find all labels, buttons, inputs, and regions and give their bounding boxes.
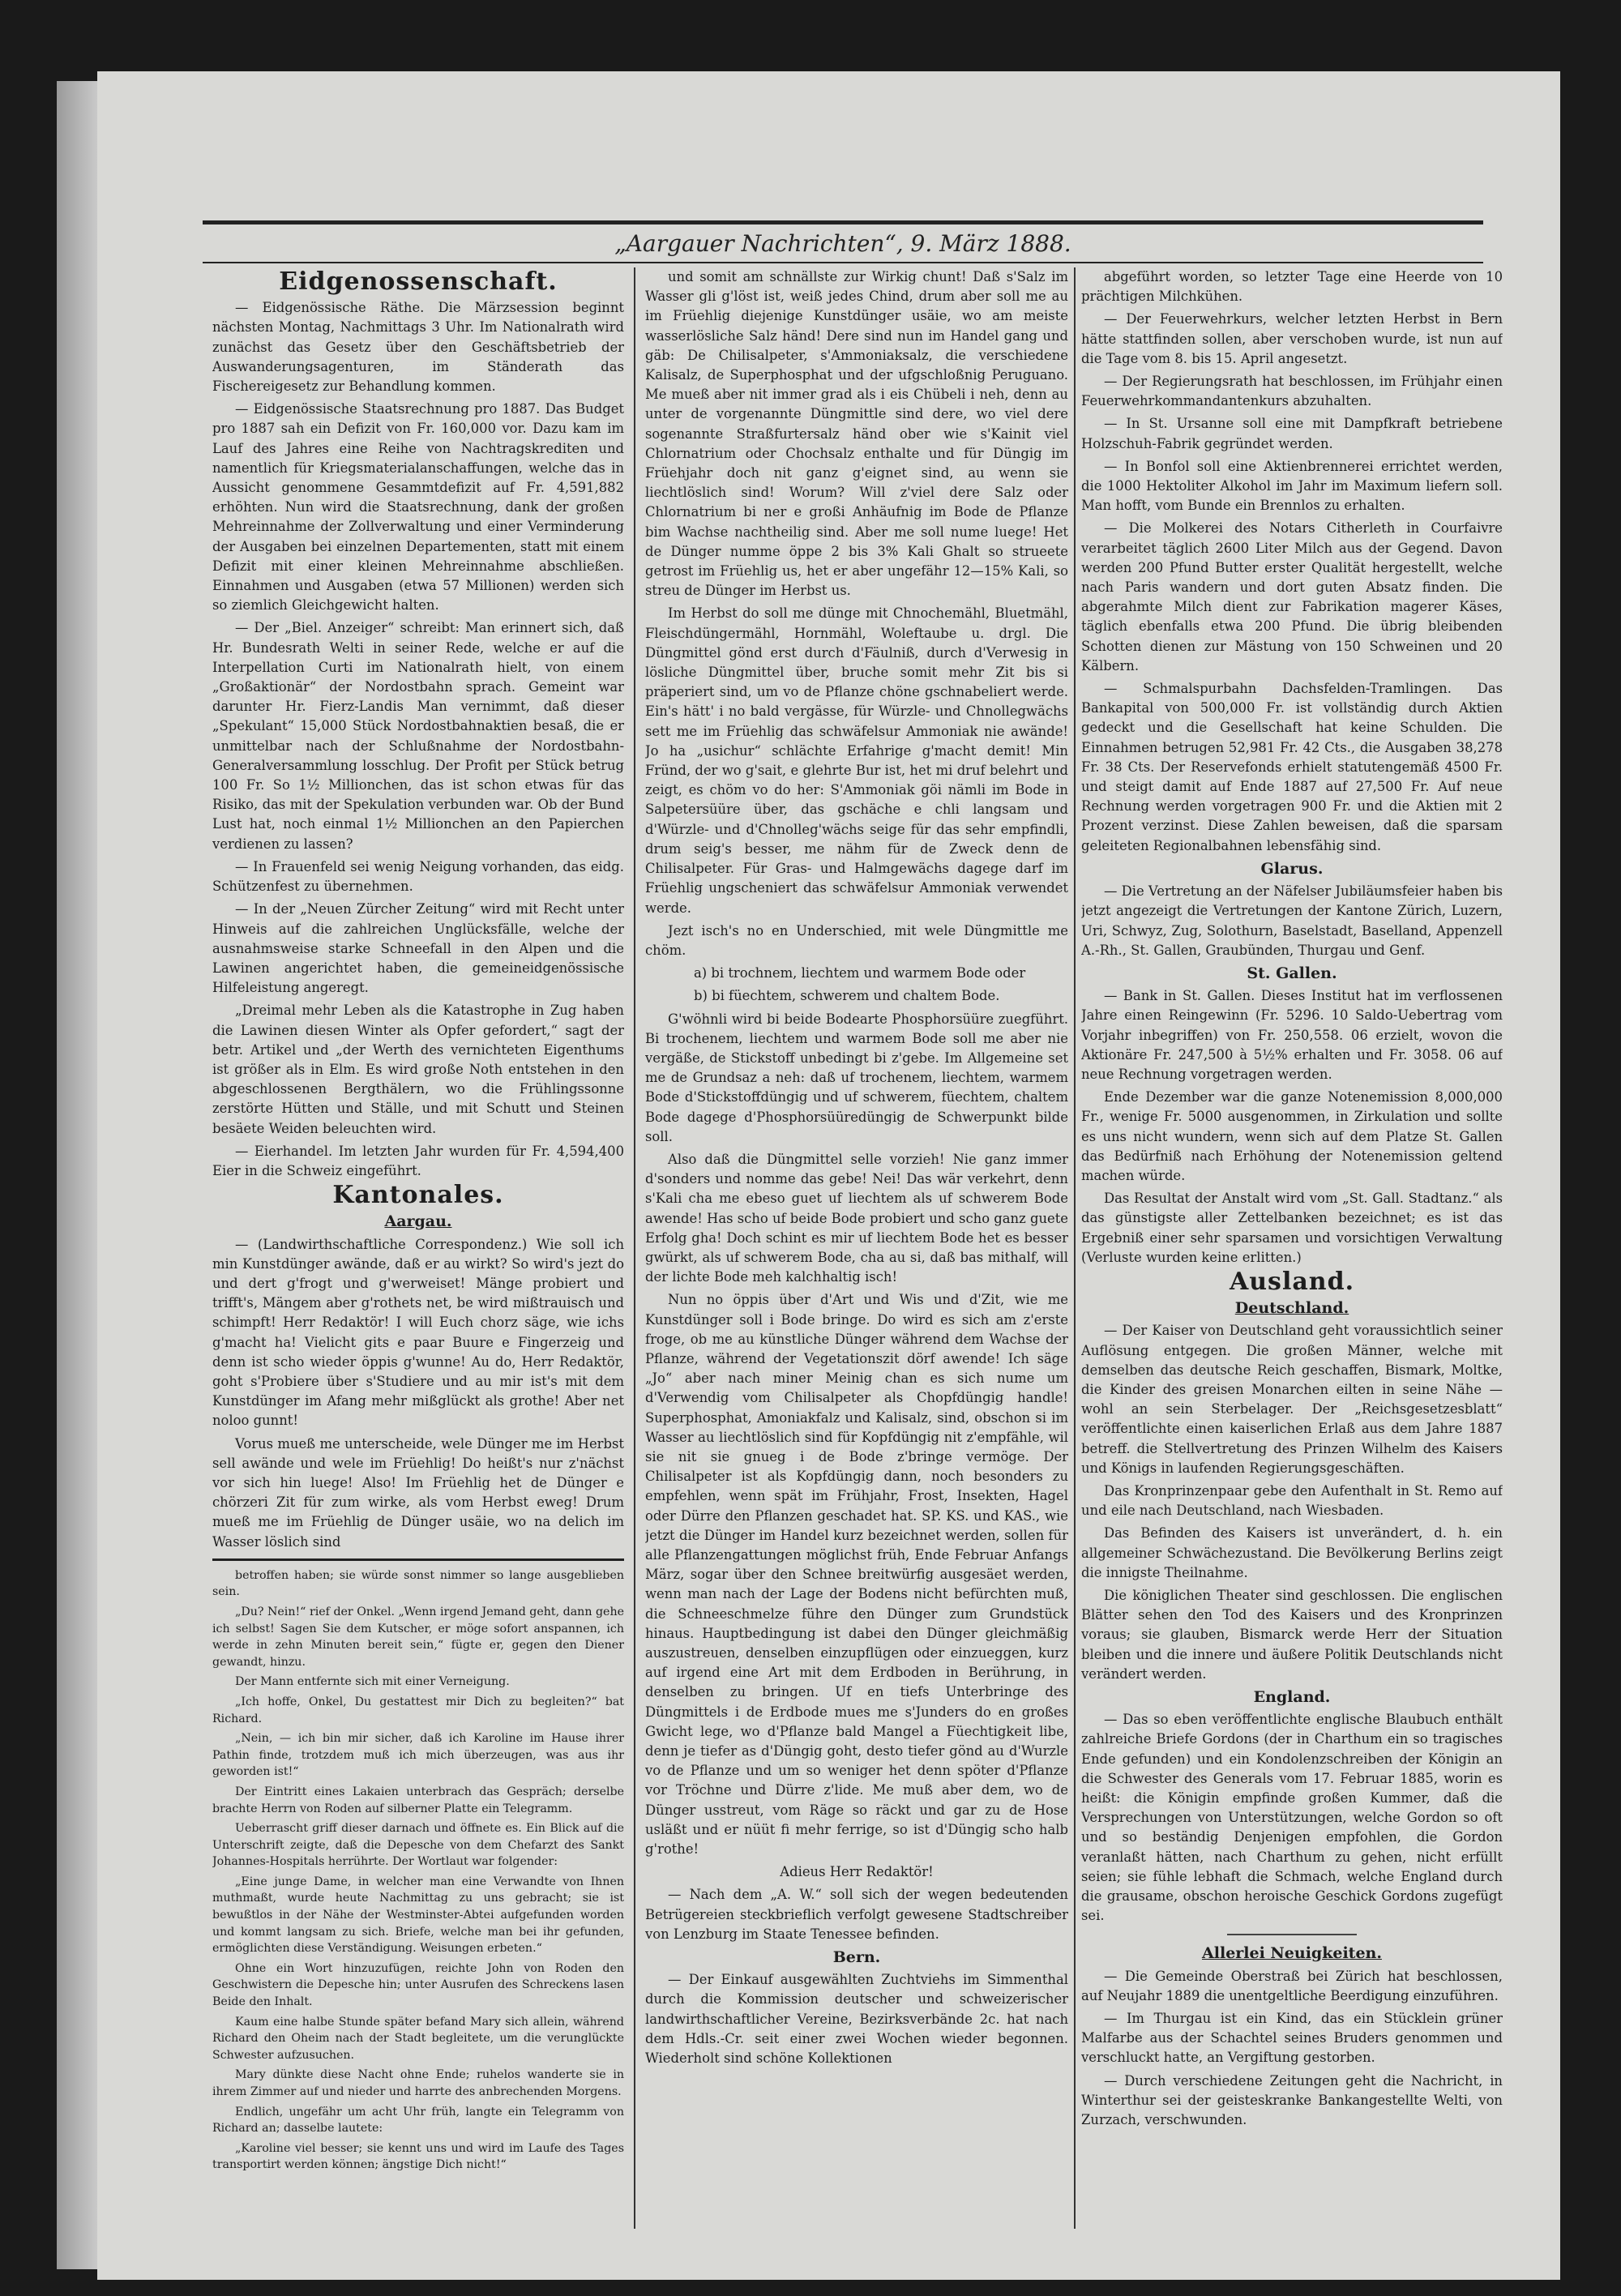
serial-paragraph: „Du? Nein!“ rief der Onkel. „Wenn irgend Jemand geht, dann gehe ich selbst! Sagen Sie dem Kutscher, er möge sofort anspannen, ich werde in zehn Minuten bereit sein,“ fügte er, gegen den Diener gewandt, hinzu. (212, 1605, 624, 1669)
feuilleton-divider (212, 1558, 624, 1561)
serial-paragraph: „Eine junge Dame, in welcher man eine Verwandte von Ihnen muthmaßt, wurde heute Nachmittag zu uns gebracht; sie ist bewußtlos in der Nähe der Westminster-Abtei aufgefunden worden und kommt langsam zu sich. Briefe, welche man bei ihr gefunden, ermöglichten diese Verständigung. Weisungen erbeten.“ (212, 1875, 624, 1956)
article: — Eierhandel. Im letzten Jahr wurden für Fr. 4,594,400 Eier in die Schweiz eingeführt. (212, 1143, 624, 1178)
article: — Die Molkerei des Notars Citherleth in Courfaivre verarbeitet täglich 2600 Liter Milch aus der Gegend. Davon werden 200 Pfund Butter erster Qualität hergestellt, welche nach Paris wandern und dort guten Absatz finden. Die abgerahmte Milch dient zur Fabrikation magerer Käses, täglich ebenfalls etwa 200 Pfund. Die übrig bleibenden Schotten dienen zur Mästung von 150 Schweinen und 20 Kälbern. (1081, 520, 1503, 673)
article: — Im Thurgau ist ein Kind, das ein Stücklein grüner Malfarbe aus der Schachtel seines Bruders genommen und verschluckt hatte, an Vergiftung gestorben. (1081, 2011, 1503, 2066)
article: Die königlichen Theater sind geschlossen. Die englischen Blätter sehen den Tod des Kaisers und des Kronprinzen voraus; sie glauben, Bismarck werde Herr der Situation bleiben und die innere und äußere Politik Deutschlands nicht verändert werden. (1081, 1588, 1503, 1682)
article: — Eidgenössische Räthe. Die Märzsession beginnt nächsten Montag, Nachmittags 3 Uhr. Im Nationalrath wird zunächst das Gesetz über den Geschäftsbetrieb der Auswanderungsagenturen, im Ständerath das Fischereigesetz zur Behandlung kommen. (212, 300, 624, 395)
column-2 (645, 267, 1068, 2229)
article: Nun no öppis über d'Art und Wis und d'Zit, wie me Kunstdünger soll i Bode bringe. Do wird es sich am z'erste froge, ob me au künstliche Dünger während dem Wachse der Pflanze, während der Vegetationszit dörf awende! Ich säge „Jo“ aber nach miner Meinig chan es sich nume um d'Verwendig vom Chilisalpeter als Chopfdüngig handle! Superphosphat, Amoniakfalz und Kalisalz, sind, obschon si im Wasser au liechtlöslich sind für Kopfdüngig nit z'empfähle, wil sie nit sie gnueg i de Bode z'bringe vermöge. Der Chilisalpeter ist als Kopfdüngig dann, noch besonders zu empfehlen, wenn spät im Frühjahr, Frost, Insekten, Hagel oder Dürre den Pflanzen geschadet hat. SP. KS. und KAS., wie jetzt die Dünger im Handel kurz bezeichnet werden, sollen für alle Pflanzengattungen möglichst früh, Ende Februar Anfangs März, sogar über den Schnee breitwürfig ausgesäet werden, wenn man nach der Lage der Bodens nicht befürchten muß, die Schneeschmelze führe den Dünger zum Grundstück hinaus. Hauptbedingung ist dabei den Dünger gleichmäßig auszustreuen, denselben einzupflügen oder einzueggen, kurz auf irgend eine Art mit dem Erdboden in Berührung, in denselben zu bringen. Uf en tiefs Unterbringe des Düngmittels i de Erdbode mues me s'Junders do en großes Gwicht lege, wo d'Pflanze bald Mangel a Füechtigkeit libe, denn je tiefer as d'Düngig goht, desto tiefer gönd au d'Wurzle vo de Pflanze und um so weniger het denn spöter d'Pflanze vor Tröchne und Dürre z'lide. Me muß aber dem, wo de Dünger usstreut, vom Räge so räckt und gar zu de Hose usläßt und er nüüt fi mehr ferrige, so ist d'Düngig scho halb g'rothe! (645, 1292, 1068, 1858)
column-3 (1081, 267, 1503, 2229)
article: Vorus mueß me unterscheide, wele Dünger me im Herbst sell awände und wele im Früehlig! Do heißt's nur z'nächst vor sich hin luege! Also! Im Früehlig het de Dünger e chörzeri Zit für zum wirke, als vom Herbst eweg! Drum mueß me im Früehlig de Dünger usäie, wo na delich im Wasser löslich sind (212, 1435, 624, 1550)
serial-paragraph: „Ich hoffe, Onkel, Du gestattest mir Dich zu begleiten?“ bat Richard. (212, 1695, 624, 1725)
article: Also daß die Düngmittel selle vorzieh! Nie ganz immer d'sonders und nomme das gebe! Nei! Das wär verkehrt, denn s'Kali cha me ebeso guet uf liechtem als uf schwerem Bode awende! Has scho uf beide Bode probiert und scho ganz guete Erfolg gha! Doch schint es mir uf liechtem Bode het es besser gwürkt, als uf schwerem Bode, cha au si, daß bas mithalf, will der lichte Bode meh kalchhaltig isch! (645, 1151, 1068, 1285)
subheading-deutschland: Deutschland. (1234, 1299, 1349, 1318)
scan-edge (57, 81, 97, 2269)
subheading-bern: Bern. (832, 1948, 881, 1967)
section-heading-eidgenossenschaft: Eidgenossenschaft. (279, 267, 558, 296)
masthead (203, 220, 1483, 263)
serial-paragraph: Der Mann entfernte sich mit einer Verneigung. (235, 1675, 510, 1689)
article: „Dreimal mehr Leben als die Katastrophe in Zug haben die Lawinen diesen Winter als Opfer gefordert,“ sagt der betr. Artikel und „der Werth des vernichteten Eigenthums ist größer als in Elm. Es wird große Noth entstehen in den abgeschlossenen Bergthälern, wo die Frühlingssonne zerstörte Hütten und Ställe, und mit Schutt und Steinen besäete Weiden beleuchten wird. (212, 1003, 624, 1136)
article: — Der Einkauf ausgewählten Zuchtviehs im Simmenthal durch die Kommission deutscher und schweizerischer landwirthschaftlicher Vereine, Bezirksverbände 2c. hat nach dem Hdls.-Cr. seit einer zwei Wochen wieder begonnen. Wiederholt sind schöne Kollektionen (645, 1972, 1068, 2067)
serial-paragraph: Der Eintritt eines Lakaien unterbrach das Gespräch; derselbe brachte Herrn von Roden auf silberner Platte ein Telegramm. (212, 1785, 624, 1815)
article: — Durch verschiedene Zeitungen geht die Nachricht, in Winterthur sei der geisteskranke Bankangestellte Welti, von Zurzach, verschwunden. (1081, 2072, 1503, 2128)
serial-paragraph: betroffen haben; sie würde sonst nimmer so lange ausgeblieben sein. (212, 1568, 624, 1599)
list-item: a) bi trochnem, liechtem und warmem Bode oder (694, 965, 1026, 981)
article: — Schmalspurbahn Dachsfelden-Tramlingen. Das Bankapital von 500,000 Fr. ist vollständig durch Aktien gedeckt und die Gesellschaft hat keine Schulden. Die Einnahmen betrugen 52,981 Fr. 42 Cts., die Ausgaben 38,278 Fr. 38 Cts. Der Reservefonds erhielt statutengemäß 4500 Fr. und steigt damit auf Ende 1887 auf 27,500 Fr. Auf neue Rechnung werden vorgetragen 900 Fr. und die Aktien mit 2 Prozent verzinst. Diese Zahlen beweisen, daß die sparsam geleiteten Regionalbahnen lebensfähig sind. (1081, 681, 1503, 853)
signoff: Adieus Herr Redaktör! (780, 1864, 934, 1880)
article: Das Kronprinzenpaar gebe den Aufenthalt in St. Remo auf und eile nach Deutschland, nach Wiesbaden. (1081, 1482, 1503, 1519)
section-heading-ausland: Ausland. (1229, 1267, 1355, 1296)
article: — (Landwirthschaftliche Correspondenz.) Wie soll ich min Kunstdünger awände, daß er au wirkt? So wird's jezt do und dert g'frogt und g'werweiset! Mänge probiert und trifft's, Mängem aber g'rothets net, be wird mißtrauisch und schimpft! Herr Redaktör! I will Euch chorz säge, wie ichs g'macht ha! Vielicht gits e paar Buure e Fingerzeig und denn ist scho wieder öppis g'wunne! Au do, Herr Redaktör, goht s'Probiere über s'Studiere und au mir ist's mit dem Kunstdünger im Afang mehr mißglückt als grothe! Aber net noloo gunnt! (212, 1236, 624, 1429)
column-1 (212, 267, 624, 2229)
serial-paragraph: „Nein, — ich bin mir sicher, daß ich Karoline im Hause ihrer Pathin finde, trotzdem muß ich mich überzeugen, was aus ihr geworden ist!“ (212, 1732, 624, 1779)
subheading-allerlei: Allerlei Neuigkeiten. (1202, 1944, 1382, 1963)
column-rule (1074, 267, 1076, 2229)
article: — Die Gemeinde Oberstraß bei Zürich hat beschlossen, auf Neujahr 1889 die unentgeltliche Beerdigung einzuführen. (1081, 1968, 1503, 2003)
serial-paragraph: „Karoline viel besser; sie kennt uns und wird im Laufe des Tages transportirt werden können; ängstige Dich nicht!“ (212, 2141, 624, 2172)
article: Das Resultat der Anstalt wird vom „St. Gall. Stadtanz.“ als das günstigste aller Zettelbanken bezeichnet; es ist das Ergebniß einer sehr sparsamen und vorsichtigen Verwaltung (Verluste wurden keine erlitten.) (1081, 1191, 1503, 1265)
masthead-text: „Aargauer Nachrichten“, 9. März 1888. (614, 229, 1071, 257)
subheading-england: England. (1253, 1688, 1331, 1707)
article: Ende Dezember war die ganze Notenemission 8,000,000 Fr., wenige Fr. 5000 ausgenommen, in Zirkulation und sollte es uns nicht wundern, wenn sich auf dem Platze St. Gallen das Bedürfniß nach Erhöhung der Notenemission geltend machen würde. (1081, 1089, 1503, 1183)
serial-paragraph: Mary dünkte diese Nacht ohne Ende; ruhelos wanderte sie in ihrem Zimmer auf und nieder und harrte des anbrechenden Morgens. (212, 2068, 624, 2099)
subheading-glarus: Glarus. (1260, 859, 1324, 878)
article: Das Befinden des Kaisers ist unverändert, d. h. ein allgemeiner Schwächezustand. Die Bevölkerung Berlins zeigt die innigste Theilnahme. (1081, 1525, 1503, 1580)
article: — In Frauenfeld sei wenig Neigung vorhanden, das eidg. Schützenfest zu übernehmen. (212, 858, 624, 895)
serial-paragraph: Endlich, ungefähr um acht Uhr früh, langte ein Telegramm von Richard an; dasselbe lautete: (212, 2105, 624, 2136)
article: und somit am schnällste zur Wirkig chunt! Daß s'Salz im Wasser gli g'löst ist, weiß jedes Chind, drum aber soll me au im Früehlig diejenige Kunstdünger usäie, wo am meiste wasserlösliche Salz händ! Dere sind nun im Handel gang und gäb: De Chilisalpeter, s'Ammoniaksalz, die verschiedene Kalisalz, de Superphosphat und der ufgschloßnig Peruguano. Me mueß aber nit immer grad als i eis Chübeli i neh, denn au unter de vorgenannte Düngmittle sind dere, wo viel dere sogenannte Straßfurtersalz händ ober wie s'Kainit viel Chlornatrium oder Chochsalz enthalte und für Düngig im Früehjahr doch nit ganz g'eignet sind, au wenn sie liechtlöslich sind! Worum? Will z'viel dere Salz oder Chlornatrium bi ner e großi Anhäufnig im Bode de Pflanze bim Wachse nachtheilig sind. Aber me soll nume luege! Het de Dünger numme öppe 2 bis 3% Kali Ghalt so strueete getrost im Früehlig us, het er aber ungefähr 12—15% Kali, so streu de Dünger im Herbst us. (645, 269, 1068, 599)
article: — Das so eben veröffentlichte englische Blaubuch enthält zahlreiche Briefe Gordons (der in Charthum ein so tragisches Ende gefunden) und ein Kondolenzschreiben der Königin an die Schwester des Generals vom 17. Februar 1885, worin es heißt: die Königin empfinde großen Kummer, daß die Versprechungen von Unterstützungen, welche Gordon so oft und so beständig Denjenigen empfohlen, die Gordon veranlaßt hätten, nach Charthum zu gehen, nicht erfüllt seien; sie fühle lebhaft die Schmach, welche England durch die grausame, obschon heroische Geschick Gordons zugefügt sei. (1081, 1712, 1503, 1924)
article: — In Bonfol soll eine Aktienbrennerei errichtet werden, die 1000 Hektoliter Alkohol im Jahr im Maximum liefern soll. Man hofft, vom Bunde ein Brennlos zu erhalten. (1081, 458, 1503, 514)
article: — Die Vertretung an der Näfelser Jubiläumsfeier haben bis jetzt angezeigt die Vertretungen der Kantone Zürich, Luzern, Uri, Schwyz, Zug, Solothurn, Baselstadt, Baselland, Appenzell A.-Rh., St. Gallen, Graubünden, Thurgau und Genf. (1081, 883, 1503, 958)
article: — Eidgenössische Staatsrechnung pro 1887. Das Budget pro 1887 sah ein Defizit von Fr. 160,000 vor. Dazu kam im Lauf des Jahres eine Reihe von Nachtragskrediten und namentlich für Kriegsmaterialanschaffungen, welche das in Aussicht genommene Gesammtdefizit auf Fr. 4,591,882 erhöhten. Nun wird die Staatsrechnung, dank der großen Mehreinnahme der Zollverwaltung und einer Verminderung der Ausgaben bei einzelnen Departementen, statt mit einem Defizit mit einer kleinen Mehreinnahme abschließen. Einnahmen und Ausgaben (etwa 57 Millionen) werden sich so ziemlich Gleichgewicht halten. (212, 401, 624, 614)
article: — Nach dem „A. W.“ soll sich der wegen bedeutenden Betrügereien steckbrieflich verfolgt gewesene Stadtschreiber von Lenzburg im Staate Tenessee befinden. (645, 1887, 1068, 1942)
article: — Der „Biel. Anzeiger“ schreibt: Man erinnert sich, daß Hr. Bundesrath Welti in seiner Rede, welche er auf die Interpellation Curti im Nationalrath hielt, von einem „Großaktionär“ der Nordostbahn sprach. Gemeint war darunter Hr. Fierz-Landis Man vernimmt, daß dieser „Spekulant“ 15,000 Stück Nordostbahnaktien besaß, die er unmittelbar nach der Schlußnahme der Nordostbahn-Generalversammlung losschlug. Der Profit per Stück betrug 100 Fr. So 1½ Millionchen, das ist schon etwas für das Risiko, das mit der Spekulation verbunden war. Ob der Bund Lust hat, noch einmal 1½ Millionchen an den Papierchen verdienen zu lassen? (212, 620, 624, 852)
article: Jezt isch's no en Underschied, mit wele Düngmittle me chöm. (645, 922, 1068, 958)
serial-paragraph: Kaum eine halbe Stunde später befand Mary sich allein, während Richard den Oheim nach der Stadt begleitete, um die verunglückte Schwester aufzusuchen. (212, 2015, 624, 2062)
article: Im Herbst do soll me dünge mit Chnochemähl, Bluetmähl, Fleischdüngermähl, Hornmähl, Woleftaube u. drgl. Die Düngmittel gönd erst durch d'Fäulniß, durch d'Verwesig in lösliche Düngmittel über, bruche somit mehr Zit bis si präperiert sind, um vo de Pflanze chöne gschnabeliert werde. Ein's hätt' i no bald vergässe, für Würzle- und Chnollegwächs sett me im Früehlig das schwäfelsur Ammoniak nie awände! Jo ha „usichur“ schlächte Erfahrige g'macht demit! Min Fründ, der wo g'sait, e glehrte Bur ist, het mi druf belehrt und zeigt, es chöm vo do her: S'Ammoniak göi nämli im Bode in Salpetersüüre über, das gschäche e chli langsam und d'Würzle- und d'Chnolleg'wächs seige für das sehr empfindli, drum seig's besser, me nähm für de Zweck denn de Chilisalpeter. Für Gras- und Halmgewächs dagege darf im Früehlig ungscheniert das schwäfelsur Ammoniak verwendet werde. (645, 605, 1068, 916)
article: — Bank in St. Gallen. Dieses Institut hat im verflossenen Jahre einen Reingewinn (Fr. 5296. 10 Saldo-Uebertrag vom Vorjahr inbegriffen) von Fr. 250,558. 06 erzielt, wovon die Aktionäre Fr. 247,500 à 5½% erhalten und Fr. 3058. 06 auf neue Rechnung vorgetragen werden. (1081, 988, 1503, 1082)
serial-paragraph: Ohne ein Wort hinzuzufügen, reichte John von Roden den Geschwistern die Depesche hin; unter Ausrufen des Schreckens lasen Beide den Inhalt. (212, 1961, 624, 2009)
list-item: b) bi füechtem, schwerem und chaltem Bode. (694, 988, 1000, 1004)
article: — Der Regierungsrath hat beschlossen, im Frühjahr einen Feuerwehrkommandantenkurs abzuhalten. (1081, 374, 1503, 409)
subheading-st-gallen: St. Gallen. (1247, 964, 1337, 982)
section-heading-kantonales: Kantonales. (332, 1181, 504, 1210)
article: — Der Feuerwehrkurs, welcher letzten Herbst in Bern hätte stattfinden sollen, aber verschoben wurde, ist nun auf die Tage vom 8. bis 15. April angesetzt. (1081, 311, 1503, 366)
article: G'wöhnli wird bi beide Bodearte Phosphorsüüre zuegführt. Bi trochenem, liechtem und warmem Bode soll me aber nie vergäße, de Stickstoff unbedingt bi z'gebe. Im Allgemeine set me de Grundsaz a neh: daß uf trochenem, liechtem, warmem Bode d'Stickstoffdüngig und uf schwerem, füechtem, chaltem Bode dagege d'Phosphorsüüredüngig de Schwerpunkt bilde soll. (645, 1011, 1068, 1144)
section-divider (1227, 1934, 1357, 1935)
column-rule (634, 267, 635, 2229)
article: — Der Kaiser von Deutschland geht voraussichtlich seiner Auflösung entgegen. Die großen Männer, welche mit demselben das deutsche Reich geschaffen, Bismark, Moltke, die Kinder des greisen Monarchen eilten in seine Nähe — wohl an sein Sterbelager. Der „Reichsgesetzesblatt“ veröffentlichte einen kaiserlichen Erlaß aus dem Jahre 1887 betreff. die Stellvertretung des Prinzen Wilhelm des Kaisers und Königs in laufenden Regierungsgeschäften. (1081, 1323, 1503, 1476)
article: — In der „Neuen Zürcher Zeitung“ wird mit Recht unter Hinweis auf die zahlreichen Unglücksfälle, welche der ausnahmsweise starke Schneefall in den Alpen und die Lawinen angerichtet haben, die gemeineidgenössische Hilfeleistung angeregt. (212, 901, 624, 996)
article: — In St. Ursanne soll eine mit Dampfkraft betriebene Holzschuh-Fabrik gegründet werden. (1081, 416, 1503, 451)
subheading-aargau: Aargau. (384, 1212, 452, 1231)
serial-paragraph: Ueberrascht griff dieser darnach und öffnete es. Ein Blick auf die Unterschrift zeigte, daß die Depesche von dem Chefarzt des Sankt Johannes-Hospitals herrührte. Der Wortlaut war folgender: (212, 1822, 624, 1869)
article: abgeführt worden, so letzter Tage eine Heerde von 10 prächtigen Milchkühen. (1081, 269, 1503, 305)
